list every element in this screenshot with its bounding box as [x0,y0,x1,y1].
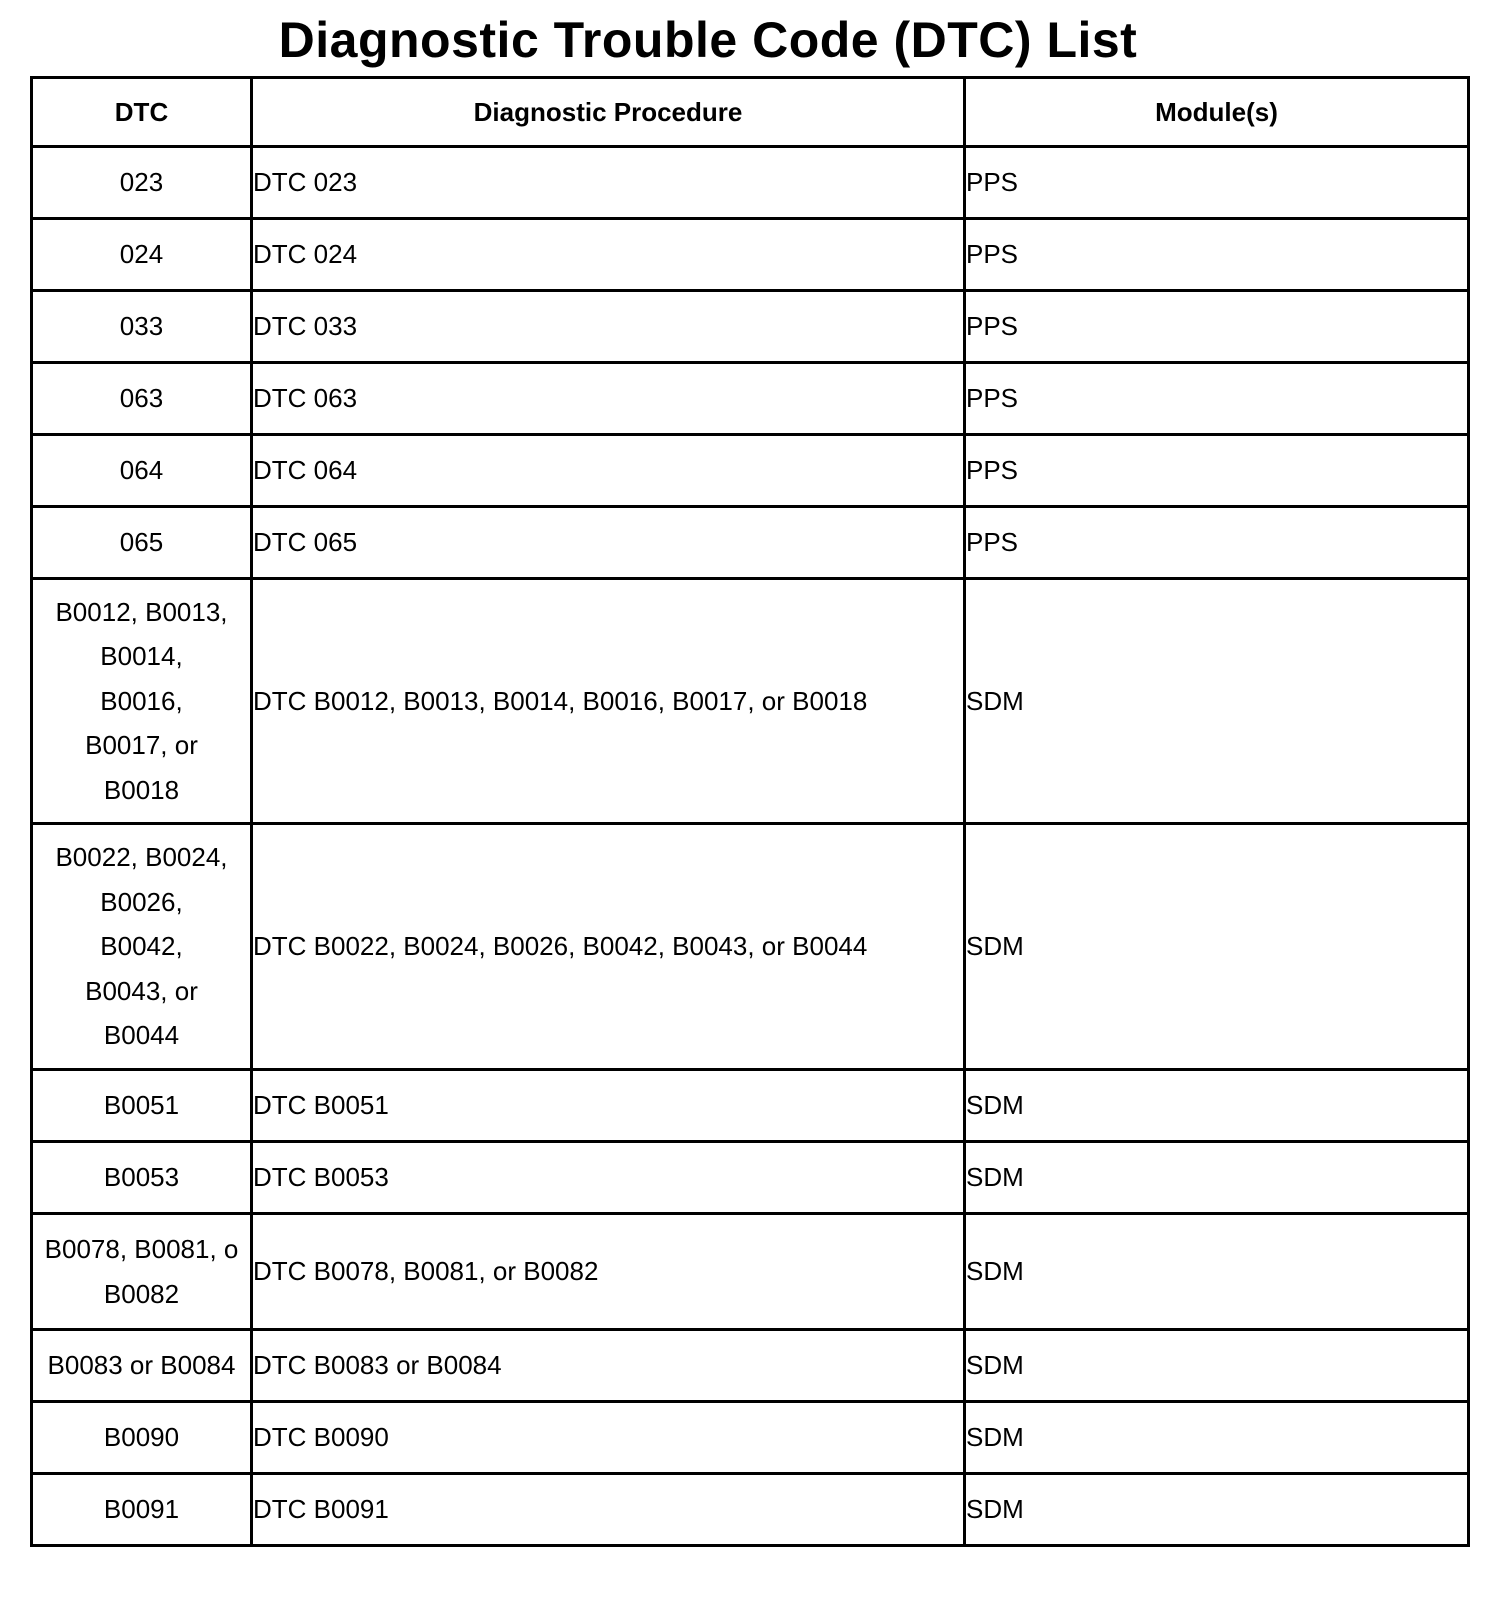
table-row [32,291,1469,363]
table-row [32,147,1469,219]
table-row [32,1474,1469,1546]
procedure-cell: DTC B0078, B0081, or B0082 [252,1214,965,1330]
procedure-cell: DTC B0083 or B0084 [252,1330,965,1402]
module-cell: PPS [965,435,1469,507]
module-cell: SDM [965,1402,1469,1474]
procedure-cell: DTC B0012, B0013, B0014, B0016, B0017, or B0018 [252,579,965,824]
procedure-cell: DTC B0053 [252,1142,965,1214]
table-row [32,1142,1469,1214]
dtc-cell: B0083 or B0084 [32,1330,252,1402]
table-row [32,219,1469,291]
dtc-cell: 063 [32,363,252,435]
module-cell: PPS [965,147,1469,219]
module-cell: SDM [965,1330,1469,1402]
module-cell: SDM [965,579,1469,824]
procedure-cell: DTC B0090 [252,1402,965,1474]
dtc-cell: B0090 [32,1402,252,1474]
procedure-cell: DTC 024 [252,219,965,291]
dtc-cell: 065 [32,507,252,579]
table-row [32,579,1469,824]
table-row [32,1070,1469,1142]
column-header-dtc: DTC [32,78,252,147]
dtc-cell: 033 [32,291,252,363]
table-row [32,1402,1469,1474]
column-header-modules: Module(s) [965,78,1469,147]
module-cell: SDM [965,1214,1469,1330]
dtc-cell: B0078, B0081, o B0082 [32,1214,252,1330]
module-cell: SDM [965,1070,1469,1142]
table-row [32,1330,1469,1402]
procedure-cell: DTC 033 [252,291,965,363]
dtc-cell: B0053 [32,1142,252,1214]
module-cell: PPS [965,219,1469,291]
procedure-cell: DTC 063 [252,363,965,435]
dtc-cell: 024 [32,219,252,291]
module-cell: SDM [965,824,1469,1070]
column-header-procedure: Diagnostic Procedure [252,78,965,147]
table-row [32,824,1469,1070]
dtc-table [30,76,1470,1547]
dtc-cell: B0051 [32,1070,252,1142]
table-row [32,507,1469,579]
procedure-cell: DTC B0091 [252,1474,965,1546]
module-cell: PPS [965,363,1469,435]
module-cell: SDM [965,1474,1469,1546]
procedure-cell: DTC B0051 [252,1070,965,1142]
table-row [32,435,1469,507]
procedure-cell: DTC 065 [252,507,965,579]
module-cell: PPS [965,507,1469,579]
dtc-cell: B0022, B0024, B0026, B0042, B0043, or B0044 [32,824,252,1070]
procedure-cell: DTC 064 [252,435,965,507]
page-title: Diagnostic Trouble Code (DTC) List [278,12,1138,68]
dtc-cell: B0091 [32,1474,252,1546]
module-cell: PPS [965,291,1469,363]
dtc-cell: 064 [32,435,252,507]
dtc-cell: B0012, B0013, B0014, B0016, B0017, or B0018 [32,579,252,824]
module-cell: SDM [965,1142,1469,1214]
table-row [32,1214,1469,1330]
procedure-cell: DTC 023 [252,147,965,219]
table-header-row [32,78,1469,147]
procedure-cell: DTC B0022, B0024, B0026, B0042, B0043, or B0044 [252,824,965,1070]
table-row [32,363,1469,435]
dtc-cell: 023 [32,147,252,219]
